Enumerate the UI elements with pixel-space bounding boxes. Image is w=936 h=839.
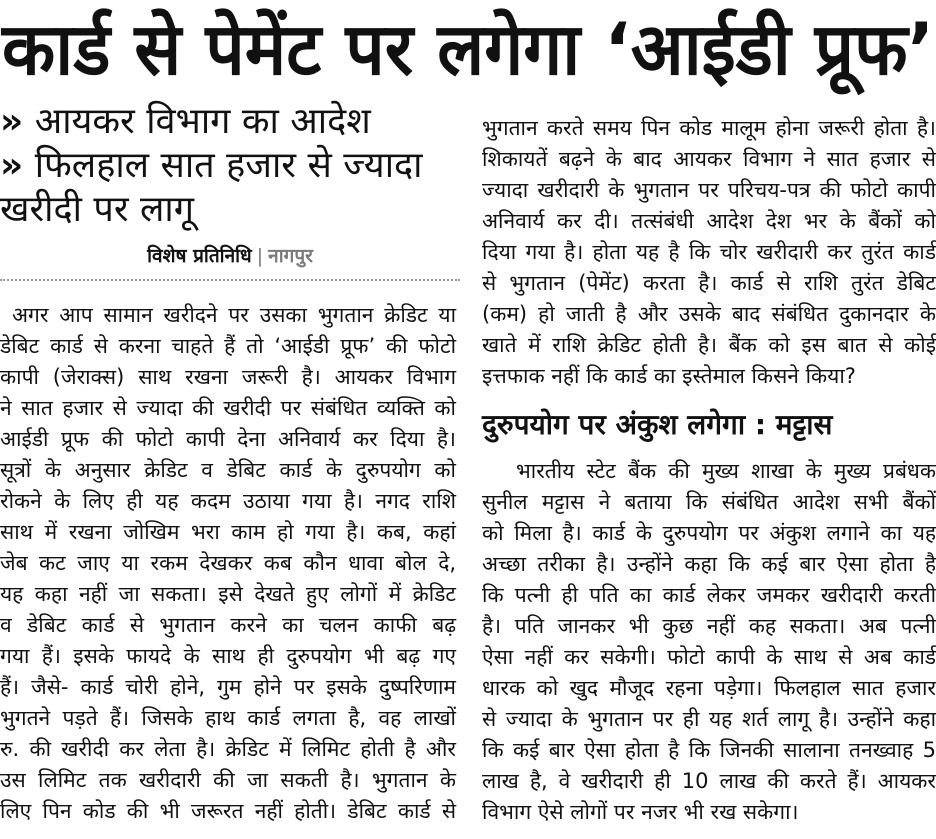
highlight-item (0, 100, 458, 144)
highlights (0, 100, 458, 232)
line-text: ने सात हजार से ज्यादा की खरीदी पर संबंधित व्यक्ति को (0, 396, 456, 420)
byline-separator: | (256, 245, 264, 267)
line-text: इत्तफाक नहीं कि कार्ड का इस्तेमाल किसने किया? (482, 364, 856, 388)
text-line (0, 486, 456, 517)
line-text: भुगतने पड़ते हैं। जिसके हाथ कार्ड लगता है, वह लाखों (0, 706, 456, 730)
line-text: अच्छा तरीका है। उन्होंने कहा कि कई बार ऐसा होता है (482, 552, 936, 576)
text-line (482, 735, 936, 766)
line-text: सूत्रों के अनुसार क्रेडिट व डेबिट कार्ड के दुरुपयोग को (0, 458, 456, 482)
highlight-item (0, 144, 458, 188)
text-line (482, 549, 936, 580)
line-text: दिया गया है। होता यह है कि चोर खरीदारी कर तुरंत कार्ड (482, 240, 936, 264)
text-line (0, 703, 456, 734)
line-text: आईडी प्रूफ की फोटो कापी देना अनिवार्य कर दिया है। (0, 427, 457, 451)
line-text: रु. की खरीदी कर लेता है। क्रेडिट में लिमिट होती है और (0, 737, 456, 761)
line-text: शिकायतें बढ़ने के बाद आयकर विभाग ने सात हजार से (482, 147, 936, 171)
column-right (482, 113, 936, 828)
paragraph (482, 456, 936, 828)
text-line (482, 518, 936, 549)
text-line (482, 237, 936, 268)
line-text: विभाग ऐसे लोगों पर नजर भी रख सकेगा। (482, 800, 799, 824)
paragraph (0, 300, 456, 827)
text-line (482, 456, 936, 487)
line-text: उस लिमिट तक खरीदारी की जा सकती है। भुगतान के (0, 768, 457, 792)
section-subheading-text: दुरुपयोग पर अंकुश लगेगा : मट्टास (482, 408, 833, 441)
text-line (482, 611, 936, 642)
text-line (482, 642, 936, 673)
text-line (0, 548, 456, 579)
chevron-bullet-icon: » (0, 101, 24, 142)
text-line (0, 393, 456, 424)
text-line (0, 362, 456, 393)
text-line (482, 766, 936, 797)
line-text: रोकने के लिए ही यह कदम उठाया गया है। नगद राशि (0, 489, 457, 513)
text-line (0, 579, 456, 610)
byline (0, 242, 460, 270)
line-text: कि कई बार ऐसा होता है कि जिनकी सालाना तनख्वाह 5 (482, 738, 936, 762)
line-text: डेबिट कार्ड से करना चाहते हैं तो ‘आईडी प्रूफ’ की फोटो (0, 334, 457, 358)
dotted-divider (0, 279, 460, 281)
text-line (0, 331, 456, 362)
text-line (482, 206, 936, 237)
line-text: सुनील मट्टास ने बताया कि संबंधित आदेश सभी बैंकों (482, 490, 936, 514)
text-line (482, 175, 936, 206)
line-text: कि पत्नी ही पति का कार्ड लेकर जमकर खरीदारी करती (482, 583, 936, 607)
text-line (0, 734, 456, 765)
text-line (0, 424, 456, 455)
text-line (482, 487, 936, 518)
text-line (0, 517, 456, 548)
highlight-text: आयकर विभाग का आदेश (34, 101, 371, 142)
line-text: लाख है, वे खरीदारी ही 10 लाख की करते हैं। आयकर (482, 769, 936, 793)
text-line (482, 144, 936, 175)
text-line (482, 299, 936, 330)
line-text: से भुगतान (पेमेंट) करता है। कार्ड से राशि तुरंत डेबिट (482, 271, 936, 295)
text-line (482, 797, 936, 828)
text-line (0, 765, 456, 796)
line-text: साथ में रखना जोखिम भरा काम हो गया है। कब, कहां (0, 520, 456, 544)
line-text: (कम) हो जाती है और उसके बाद संबंधित दुकानदार के (482, 302, 936, 326)
text-line (0, 641, 456, 672)
line-text: हैं। जैसे- कार्ड चोरी होने, गुम होने पर इसके दुष्परिणाम (0, 675, 456, 699)
line-text: से ज्यादा के भुगतान पर ही यह शर्त लागू है। उन्होंने कहा (482, 707, 936, 731)
paragraph-continued (482, 113, 936, 392)
line-text: धारक को खुद मौजूद रहना पड़ेगा। फिलहाल सात हजार (482, 676, 936, 700)
section-subheading (482, 407, 936, 443)
highlight-item-continued (0, 188, 458, 232)
text-line (482, 704, 936, 735)
column-left (0, 300, 456, 827)
text-line (0, 610, 456, 641)
line-text: को मिला है। कार्ड के दुरुपयोग पर अंकुश लगाने का यह (482, 521, 936, 545)
chevron-bullet-icon: » (0, 145, 24, 186)
text-line (482, 330, 936, 361)
highlight-text: फिलहाल सात हजार से ज्यादा (34, 145, 423, 186)
byline-author: विशेष प्रतिनिधि (147, 245, 252, 267)
text-line (0, 300, 456, 331)
line-text: अगर आप सामान खरीदने पर उसका भुगतान क्रेडिट या (12, 303, 457, 327)
line-text: खाते में राशि क्रेडिट होती है। बैंक को इस बात से कोई (482, 333, 936, 357)
line-text: भारतीय स्टेट बैंक की मुख्य शाखा के मुख्य प्रबंधक (516, 459, 936, 483)
highlight-text: खरीदी पर लागू (0, 189, 194, 230)
text-line (482, 673, 936, 704)
text-line (0, 455, 456, 486)
line-text: जेब कट जाए या रकम देखकर कब कौन धावा बोल दे, (0, 551, 457, 575)
line-text: व डेबिट कार्ड से भुगतान करने का चलन काफी बढ़ (0, 613, 457, 637)
text-line (482, 580, 936, 611)
byline-location: नागपुर (268, 245, 313, 267)
text-line (482, 268, 936, 299)
line-text: भुगतान करते समय पिन कोड मालूम होना जरूरी होता है। (482, 116, 936, 140)
line-text: अनिवार्य कर दी। तत्संबंधी आदेश देश भर के बैंकों को (482, 209, 936, 233)
line-text: कापी (जेराक्स) साथ रखना जरूरी है। आयकर विभाग (0, 365, 457, 389)
line-text: है। पति जानकर भी कुछ नहीं कह सकता। अब पत्नी (482, 614, 936, 638)
headline-text: कार्ड से पेमेंट पर लगेगा ‘आईडी प्रूफ’ (2, 7, 935, 91)
line-text: यह कहा नहीं जा सकता। इसे देखते हुए लोगों में क्रेडिट (0, 582, 457, 606)
text-line (0, 672, 456, 703)
text-line (0, 796, 456, 827)
line-text: लिए पिन कोड की भी जरूरत नहीं होती। डेबिट कार्ड से (0, 799, 457, 823)
line-text: ऐसा नहीं कर सकेगी। फोटो कापी के साथ से अब कार्ड (482, 645, 936, 669)
text-line (482, 113, 936, 144)
text-line (482, 361, 936, 392)
headline (0, 0, 934, 98)
line-text: गया हैं। इसके फायदे के साथ ही दुरुपयोग भी बढ़ गए (0, 644, 457, 668)
line-text: ज्यादा खरीदारी के भुगतान पर परिचय-पत्र की फोटो कापी (482, 178, 936, 202)
